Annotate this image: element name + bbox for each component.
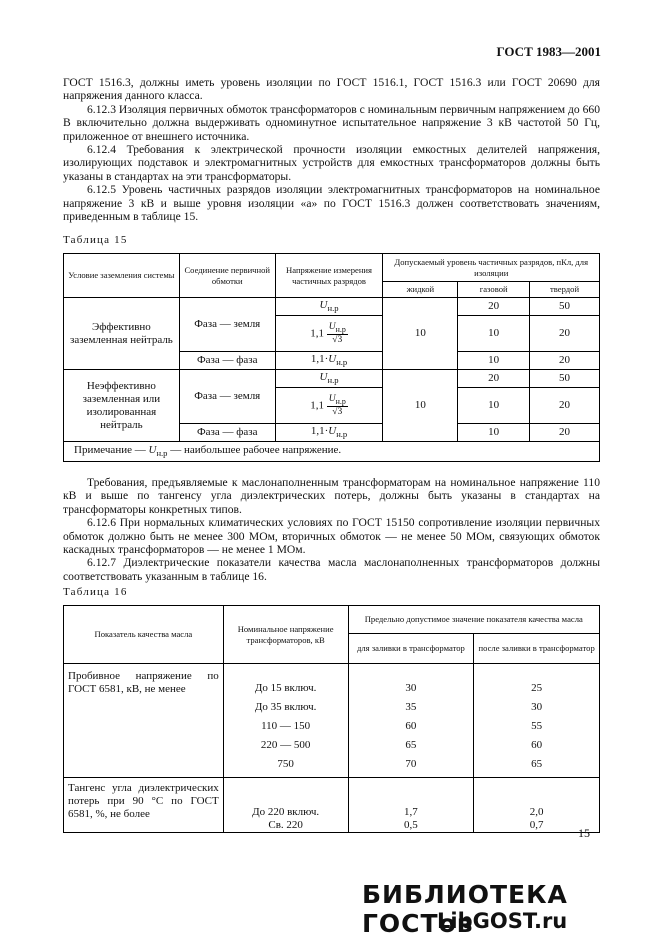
col-header-connection: Соединение первичной обмотки <box>179 254 275 298</box>
col-header-indicator: Показатель качества масла <box>64 606 224 664</box>
table-row <box>64 370 600 388</box>
col-header-voltage: Номинальное напряжение трансформаторов, кВ <box>223 606 348 664</box>
watermark-title: БИБЛИОТЕКА ГОСТов <box>362 880 568 938</box>
liquid-cell: 10 <box>383 370 458 442</box>
col-header-voltage: Напряжение измерения частичных разрядов <box>275 254 383 298</box>
paragraph: ГОСТ 1516.3, должны иметь уровень изоляции по ГОСТ 1516.1, ГОСТ 1516.3 или ГОСТ 20690 для напряжения данного класса. <box>63 76 600 103</box>
watermark-site: LibGOST.ru <box>437 909 568 933</box>
voltage-value: 750 <box>277 758 294 770</box>
liquid-cell: 10 <box>383 298 458 370</box>
solid-cell: 20 <box>530 316 600 352</box>
paragraph-6-12-7: 6.12.7 Диэлектрические показатели качества масла маслонаполненных трансформаторов должны соответствовать указанным в таблице 16. <box>63 556 600 583</box>
indicator-breakdown: Пробивное напряжение по ГОСТ 6581, кВ, не менее <box>64 664 224 778</box>
connection-cell: Фаза — фаза <box>179 352 275 370</box>
before-list: 1,7 0,5 <box>348 778 474 833</box>
paragraph-6-12-4: 6.12.4 Требования к электрической прочности изоляции емкостных делителей напряжения, изолирующих подставок и электромагнитных устройств для емкостных трансформаторов должны быть указаны в стандартах на эти трансформаторы. <box>63 143 600 183</box>
after-list: 2,0 0,7 <box>474 778 600 833</box>
solid-cell: 50 <box>530 370 600 388</box>
col-header-after: после заливки в трансформатор <box>474 634 600 664</box>
col-header-limit: Предельно допустимое значение показателя качества масла <box>348 606 599 634</box>
voltage-cell: $U_{н.р}$ <box>275 370 383 388</box>
voltage-cell: $1,1\cdot U_{н.р}$ <box>275 352 383 370</box>
group-2-condition: Неэффективно заземленная или изолированная нейтраль <box>64 370 180 442</box>
table-note: Примечание — $U_{н.р}$ — наибольшее рабочее напряжение. <box>64 442 600 462</box>
table-row <box>64 298 600 316</box>
before-list: 30 35 60 65 70 <box>348 664 474 778</box>
paragraph-6-12-5: 6.12.5 Уровень частичных разрядов изоляции электромагнитных трансформаторов на номинальное напряжение 3 кВ и выше уровня изоляции «а» по ГОСТ 1516.3 должен соответствовать значениям, приведенным в таблице 15. <box>63 183 600 224</box>
voltage-cell: $U_{н.р}$ <box>275 298 383 316</box>
voltage-cell: $1,1\cdot U_{н.р}$ <box>275 424 383 442</box>
voltage-list <box>223 664 348 778</box>
middle-text <box>63 476 600 583</box>
col-header-solid: твердой <box>530 282 600 298</box>
voltage-value: 110 — 150 <box>261 720 311 732</box>
connection-cell: Фаза — земля <box>179 370 275 424</box>
solid-cell: 20 <box>530 388 600 424</box>
col-header-level: Допускаемый уровень частичных разрядов, пКл, для изоляции <box>383 254 600 282</box>
table-15 <box>63 253 600 462</box>
voltage-cell: 1,1 $\frac{U_{н.р}}{√3}$ <box>275 316 383 352</box>
col-header-condition: Условие заземления системы <box>64 254 180 298</box>
col-header-liquid: жидкой <box>383 282 458 298</box>
voltage-list: До 220 включ. Св. 220 <box>223 778 348 833</box>
solid-cell: 20 <box>530 424 600 442</box>
solid-cell: 50 <box>530 298 600 316</box>
gas-cell: 20 <box>458 370 530 388</box>
gas-cell: 10 <box>458 316 530 352</box>
table-15-caption: Таблица 15 <box>63 234 128 246</box>
gas-cell: 10 <box>458 424 530 442</box>
gas-cell: 10 <box>458 388 530 424</box>
connection-cell: Фаза — фаза <box>179 424 275 442</box>
table-16-caption: Таблица 16 <box>63 586 128 598</box>
voltage-value: До 15 включ. <box>254 682 317 694</box>
col-header-gas: газовой <box>458 282 530 298</box>
paragraph-6-12-6: 6.12.6 При нормальных климатических условиях по ГОСТ 15150 сопротивление изоляции первичных обмоток должно быть не менее 300 МОм, вторичных обмоток — не менее 50 МОм, связующих обмоток каскадных трансформаторов — не менее 1 МОм. <box>63 516 600 557</box>
intro-text <box>63 76 600 223</box>
connection-cell: Фаза — земля <box>179 298 275 352</box>
table-row <box>64 778 600 833</box>
indicator-tan-delta: Тангенс угла диэлектрических потерь при 90 °С по ГОСТ 6581, %, не более <box>64 778 224 833</box>
table-row <box>64 664 600 778</box>
table-16 <box>63 605 600 833</box>
voltage-value: До 35 включ. <box>254 701 317 713</box>
after-list: 25 30 55 60 65 <box>474 664 600 778</box>
col-header-before: для заливки в трансформатор <box>348 634 474 664</box>
solid-cell: 20 <box>530 352 600 370</box>
document-header: ГОСТ 1983—2001 <box>496 44 601 59</box>
group-1-condition: Эффективно заземленная нейтраль <box>64 298 180 370</box>
voltage-cell: 1,1 $\frac{U_{н.р}}{√3}$ <box>275 388 383 424</box>
gas-cell: 10 <box>458 352 530 370</box>
paragraph-6-12-3: 6.12.3 Изоляция первичных обмоток трансформаторов с номинальным первичным напряжением до 660 В включительно должна выдерживать одноминутное испытательное напряжение 3 кВ частотой 50 Гц, приложенное от внешнего источника. <box>63 102 600 143</box>
gas-cell: 20 <box>458 298 530 316</box>
page-number: 15 <box>578 826 590 840</box>
voltage-value: 220 — 500 <box>260 739 311 751</box>
paragraph: Требования, предъявляемые к маслонаполненным трансформаторам на номинальное напряжение 110 кВ и выше по тангенсу угла диэлектрических потерь, должны быть указаны в стандартах на трансформаторы конкретных типов. <box>63 476 600 516</box>
